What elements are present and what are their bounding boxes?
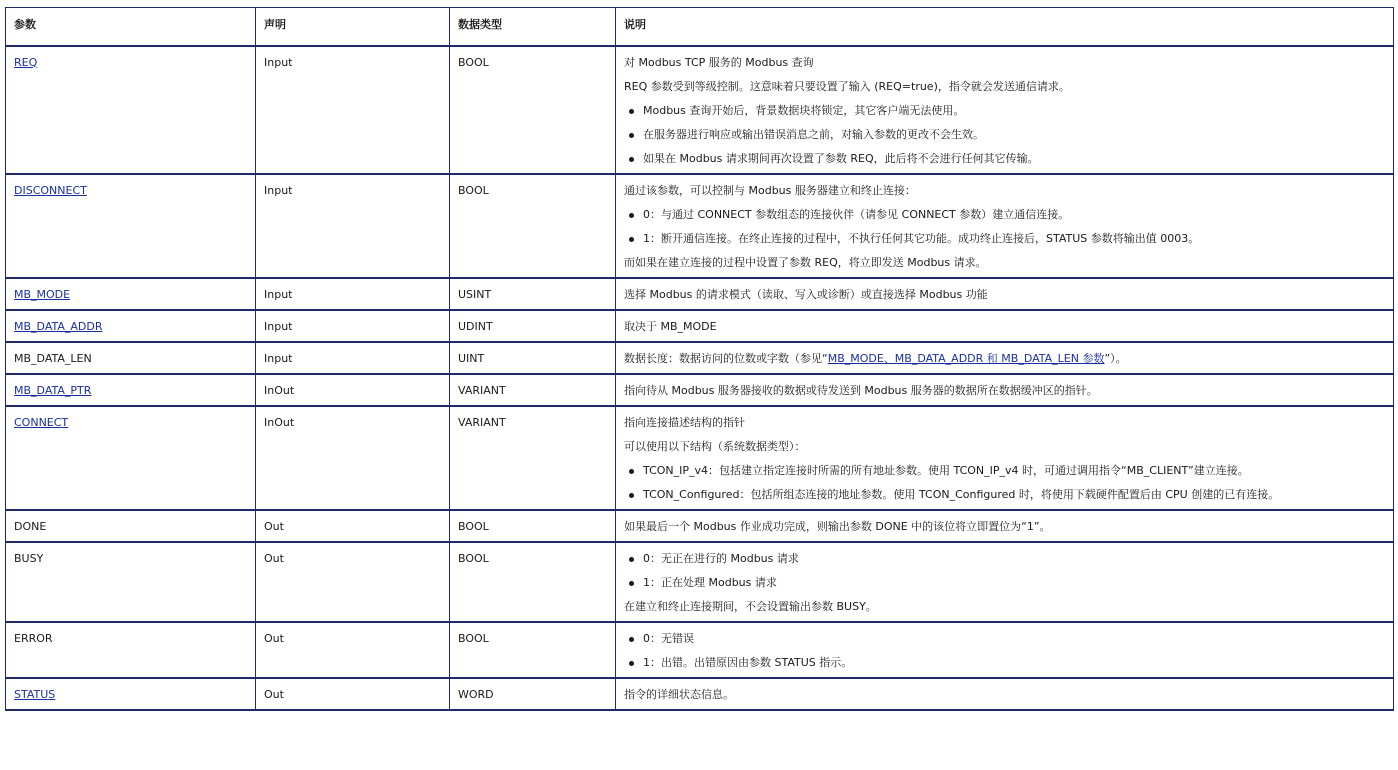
description-text: 指向待从 Modbus 服务器接收的数据或待发送到 Modbus 服务器的数据所在数据缓冲区的指针。	[624, 383, 1098, 397]
description-bullet: 在服务器进行响应或输出错误消息之前，对输入参数的更改不会生效。	[624, 127, 1385, 143]
description-link[interactable]: MB_MODE、MB_DATA_ADDR 和 MB_DATA_LEN 参数	[827, 351, 1105, 365]
param-cell	[6, 622, 256, 678]
description-bullet: 0：无正在进行的 Modbus 请求	[624, 551, 1385, 567]
declaration-cell: Input	[256, 310, 450, 342]
param-link[interactable]: STATUS	[14, 687, 56, 701]
datatype-cell: VARIANT	[450, 406, 616, 510]
param-link[interactable]: DISCONNECT	[14, 183, 87, 197]
table-body	[6, 46, 1394, 710]
table-row	[6, 678, 1394, 710]
description-cell	[616, 374, 1394, 406]
description-text: 在建立和终止连接期间，不会设置输出参数 BUSY。	[624, 599, 877, 613]
param-cell	[6, 310, 256, 342]
datatype-cell: VARIANT	[450, 374, 616, 406]
declaration-cell: Out	[256, 678, 450, 710]
datatype-cell: WORD	[450, 678, 616, 710]
description-text: 通过该参数，可以控制与 Modbus 服务器建立和终止连接：	[624, 183, 916, 197]
description-suffix: ”）。	[1104, 351, 1127, 365]
param-cell	[6, 174, 256, 278]
table-row	[6, 542, 1394, 622]
header-param: 参数	[6, 8, 256, 46]
table-row	[6, 374, 1394, 406]
declaration-cell: Out	[256, 542, 450, 622]
table-row	[6, 46, 1394, 174]
declaration-cell: Out	[256, 622, 450, 678]
declaration-cell: InOut	[256, 406, 450, 510]
description-cell	[616, 510, 1394, 542]
declaration-cell: Out	[256, 510, 450, 542]
description-prefix: 数据长度：数据访问的位数或字数（参见“	[624, 351, 828, 365]
table-row	[6, 510, 1394, 542]
table-row	[6, 278, 1394, 310]
declaration-cell: Input	[256, 278, 450, 310]
param-name: BUSY	[14, 551, 44, 565]
description-bullet: TCON_IP_v4：包括建立指定连接时所需的所有地址参数。使用 TCON_IP_v4 时，可通过调用指令“MB_CLIENT”建立连接。	[624, 463, 1385, 479]
description-cell	[616, 174, 1394, 278]
description-cell	[616, 542, 1394, 622]
description-bullet: 1：正在处理 Modbus 请求	[624, 575, 1385, 591]
declaration-cell: Input	[256, 174, 450, 278]
description-text	[624, 351, 1385, 367]
table-row	[6, 310, 1394, 342]
declaration-cell: Input	[256, 342, 450, 374]
description-text: 取决于 MB_MODE	[624, 319, 717, 333]
datatype-cell: USINT	[450, 278, 616, 310]
param-cell	[6, 278, 256, 310]
description-cell	[616, 342, 1394, 374]
header-declaration: 声明	[256, 8, 450, 46]
description-text: 指令的详细状态信息。	[624, 687, 734, 701]
description-bullet: 如果在 Modbus 请求期间再次设置了参数 REQ，此后将不会进行任何其它传输。	[624, 151, 1385, 167]
param-link[interactable]: REQ	[14, 55, 38, 69]
description-text: 选择 Modbus 的请求模式（读取、写入或诊断）或直接选择 Modbus 功能	[624, 287, 988, 301]
param-link[interactable]: MB_MODE	[14, 287, 71, 301]
parameter-table	[5, 7, 1394, 711]
param-name: DONE	[14, 519, 47, 533]
param-name: MB_DATA_LEN	[14, 351, 92, 365]
description-text: 指向连接描述结构的指针	[624, 415, 745, 429]
description-bullet: 1：出错。出错原因由参数 STATUS 指示。	[624, 655, 1385, 671]
description-text: REQ 参数受到等级控制。这意味着只要设置了输入 (REQ=true)，指令就会发送通信请求。	[624, 79, 1070, 93]
description-text: 对 Modbus TCP 服务的 Modbus 查询	[624, 55, 814, 69]
table-row	[6, 174, 1394, 278]
description-text: 如果最后一个 Modbus 作业成功完成，则输出参数 DONE 中的该位将立即置位为“1”。	[624, 519, 1051, 533]
param-cell	[6, 46, 256, 174]
param-link[interactable]: CONNECT	[14, 415, 69, 429]
description-bullet: 0：与通过 CONNECT 参数组态的连接伙伴（请参见 CONNECT 参数）建立通信连接。	[624, 207, 1385, 223]
datatype-cell: BOOL	[450, 46, 616, 174]
description-text: 可以使用以下结构（系统数据类型）：	[624, 439, 806, 453]
declaration-cell: InOut	[256, 374, 450, 406]
param-link[interactable]: MB_DATA_ADDR	[14, 319, 103, 333]
datatype-cell: BOOL	[450, 542, 616, 622]
param-cell	[6, 342, 256, 374]
description-bullet: 0：无错误	[624, 631, 1385, 647]
param-cell	[6, 406, 256, 510]
datatype-cell: BOOL	[450, 174, 616, 278]
description-cell	[616, 406, 1394, 510]
header-description: 说明	[616, 8, 1394, 46]
description-bullet: TCON_Configured：包括所组态连接的地址参数。使用 TCON_Configured 时，将使用下载硬件配置后由 CPU 创建的已有连接。	[624, 487, 1385, 503]
table-header-row	[6, 8, 1394, 46]
description-cell	[616, 678, 1394, 710]
param-name: ERROR	[14, 631, 53, 645]
param-cell	[6, 678, 256, 710]
description-cell	[616, 622, 1394, 678]
param-link[interactable]: MB_DATA_PTR	[14, 383, 92, 397]
description-text: 而如果在建立连接的过程中设置了参数 REQ，将立即发送 Modbus 请求。	[624, 255, 987, 269]
table-row	[6, 622, 1394, 678]
table-row	[6, 406, 1394, 510]
table-row	[6, 342, 1394, 374]
param-cell	[6, 542, 256, 622]
param-cell	[6, 374, 256, 406]
datatype-cell: UDINT	[450, 310, 616, 342]
datatype-cell: BOOL	[450, 510, 616, 542]
description-bullet: Modbus 查询开始后，背景数据块将锁定，其它客户端无法使用。	[624, 103, 1385, 119]
declaration-cell: Input	[256, 46, 450, 174]
description-cell	[616, 46, 1394, 174]
description-cell	[616, 278, 1394, 310]
datatype-cell: UINT	[450, 342, 616, 374]
description-bullet: 1：断开通信连接。在终止连接的过程中，不执行任何其它功能。成功终止连接后，STATUS 参数将输出值 0003。	[624, 231, 1385, 247]
datatype-cell: BOOL	[450, 622, 616, 678]
header-datatype: 数据类型	[450, 8, 616, 46]
description-cell	[616, 310, 1394, 342]
param-cell	[6, 510, 256, 542]
